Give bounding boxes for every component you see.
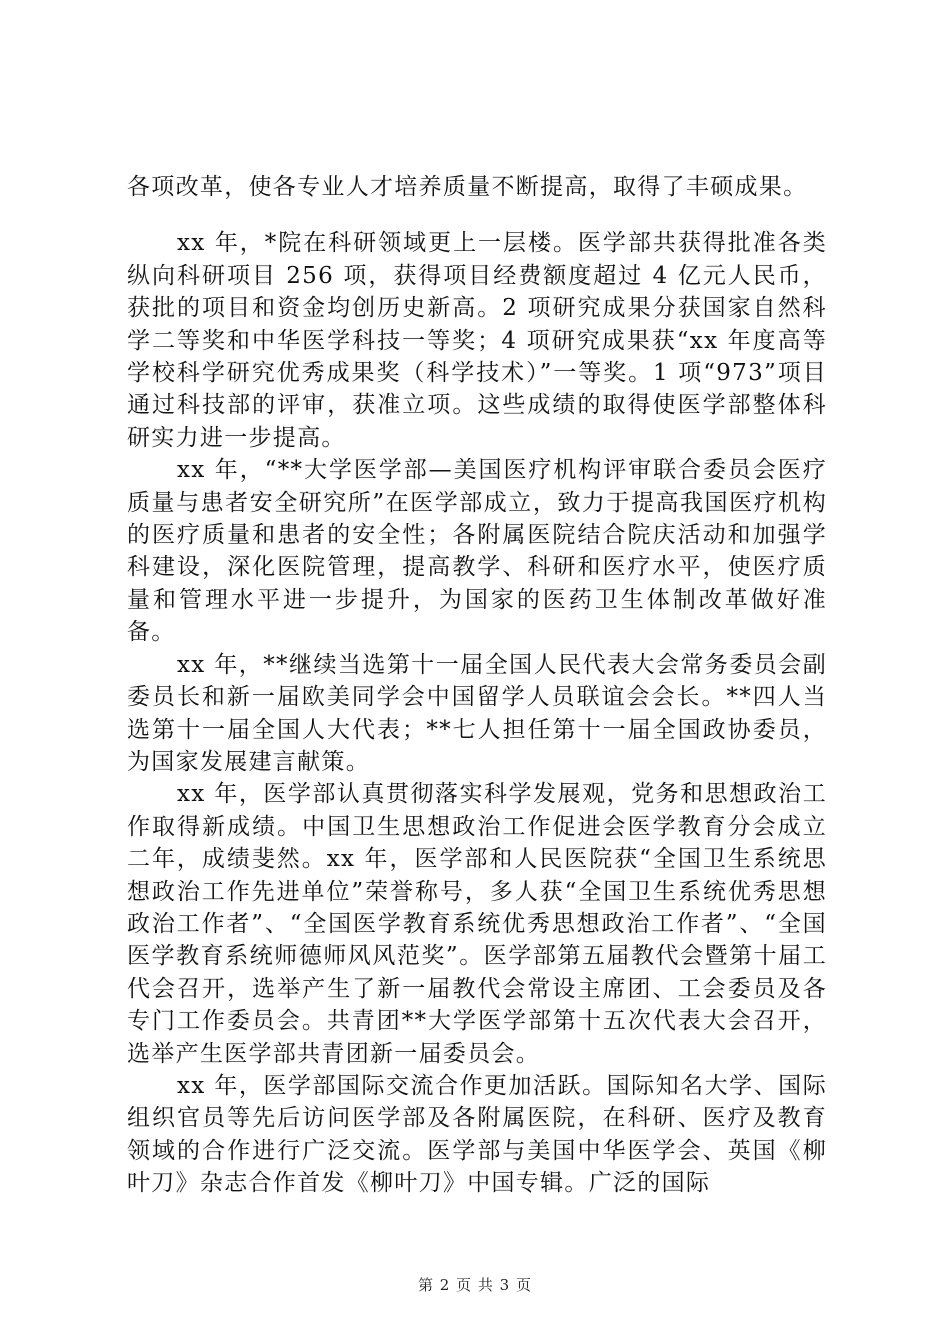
paragraph-representatives: xx 年，**继续当选第十一届全国人民代表大会常务委员会副委员长和新一届欧美同学会中国留学人员联谊会会长。**四人当选第十一届全国人大代表；**七人担任第十一届全国政协委员，为国家发展建言献策。 [127, 651, 827, 775]
document-body [127, 171, 827, 1200]
paragraph-continuation: 各项改革，使各专业人才培养质量不断提高，取得了丰硕成果。 [127, 174, 808, 200]
paragraph-international: xx 年，医学部国际交流合作更加活跃。国际知名大学、国际组织官员等先后访问医学部及各附属医院，在科研、医疗及教育领域的合作进行广泛交流。医学部与美国中华医学会、英国《柳叶刀》杂志合作首发《柳叶刀》中国专辑。广泛的国际 [127, 1072, 827, 1197]
page-footer: 第 2 页 共 3 页 [418, 1276, 532, 1294]
paragraph-research: xx 年，*院在科研领域更上一层楼。医学部共获得批准各类纵向科研项目 256 项，获得项目经费额度超过 4 亿元人民币，获批的项目和资金均创历史新高。2 项研究成果分获国家自然科学二等奖和中华医学科技一等奖；4 项研究成果获“xx 年度高等学校科学研究优秀成果奖（科学技术）”一等奖。1 项“973”项目通过科技部的评审，获准立项。这些成绩的取得使医学部整体科研实力进一步提高。 [127, 230, 828, 451]
paragraph-gap [127, 203, 827, 227]
paragraph-medical-quality: xx 年，“**大学医学部—美国医疗机构评审联合委员会医疗质量与患者安全研究所”在医学部成立，致力于提高我国医疗机构的医疗质量和患者的安全性；各附属医院结合院庆活动和加强学科建设，深化医院管理，提高教学、科研和医疗水平，使医疗质量和管理水平进一步提升，为国家的医药卫生体制改革做好准备。 [127, 457, 827, 646]
paragraph-political-work: xx 年，医学部认真贯彻落实科学发展观，党务和思想政治工作取得新成绩。中国卫生思想政治工作促进会医学教育分会成立二年，成绩斐然。xx 年，医学部和人民医院获“全国卫生系统思想政治工作先进单位”荣誉称号，多人获“全国卫生系统优秀思想政治工作者”、“全国医学教育系统优秀思想政治工作者”、“全国医学教育系统师德师风风范奖”。医学部第五届教代会暨第十届工代会召开，选举产生了新一届教代会常设主席团、工会委员及各专门工作委员会。共青团**大学医学部第十五次代表大会召开，选举产生医学部共青团新一届委员会。 [127, 781, 827, 1067]
